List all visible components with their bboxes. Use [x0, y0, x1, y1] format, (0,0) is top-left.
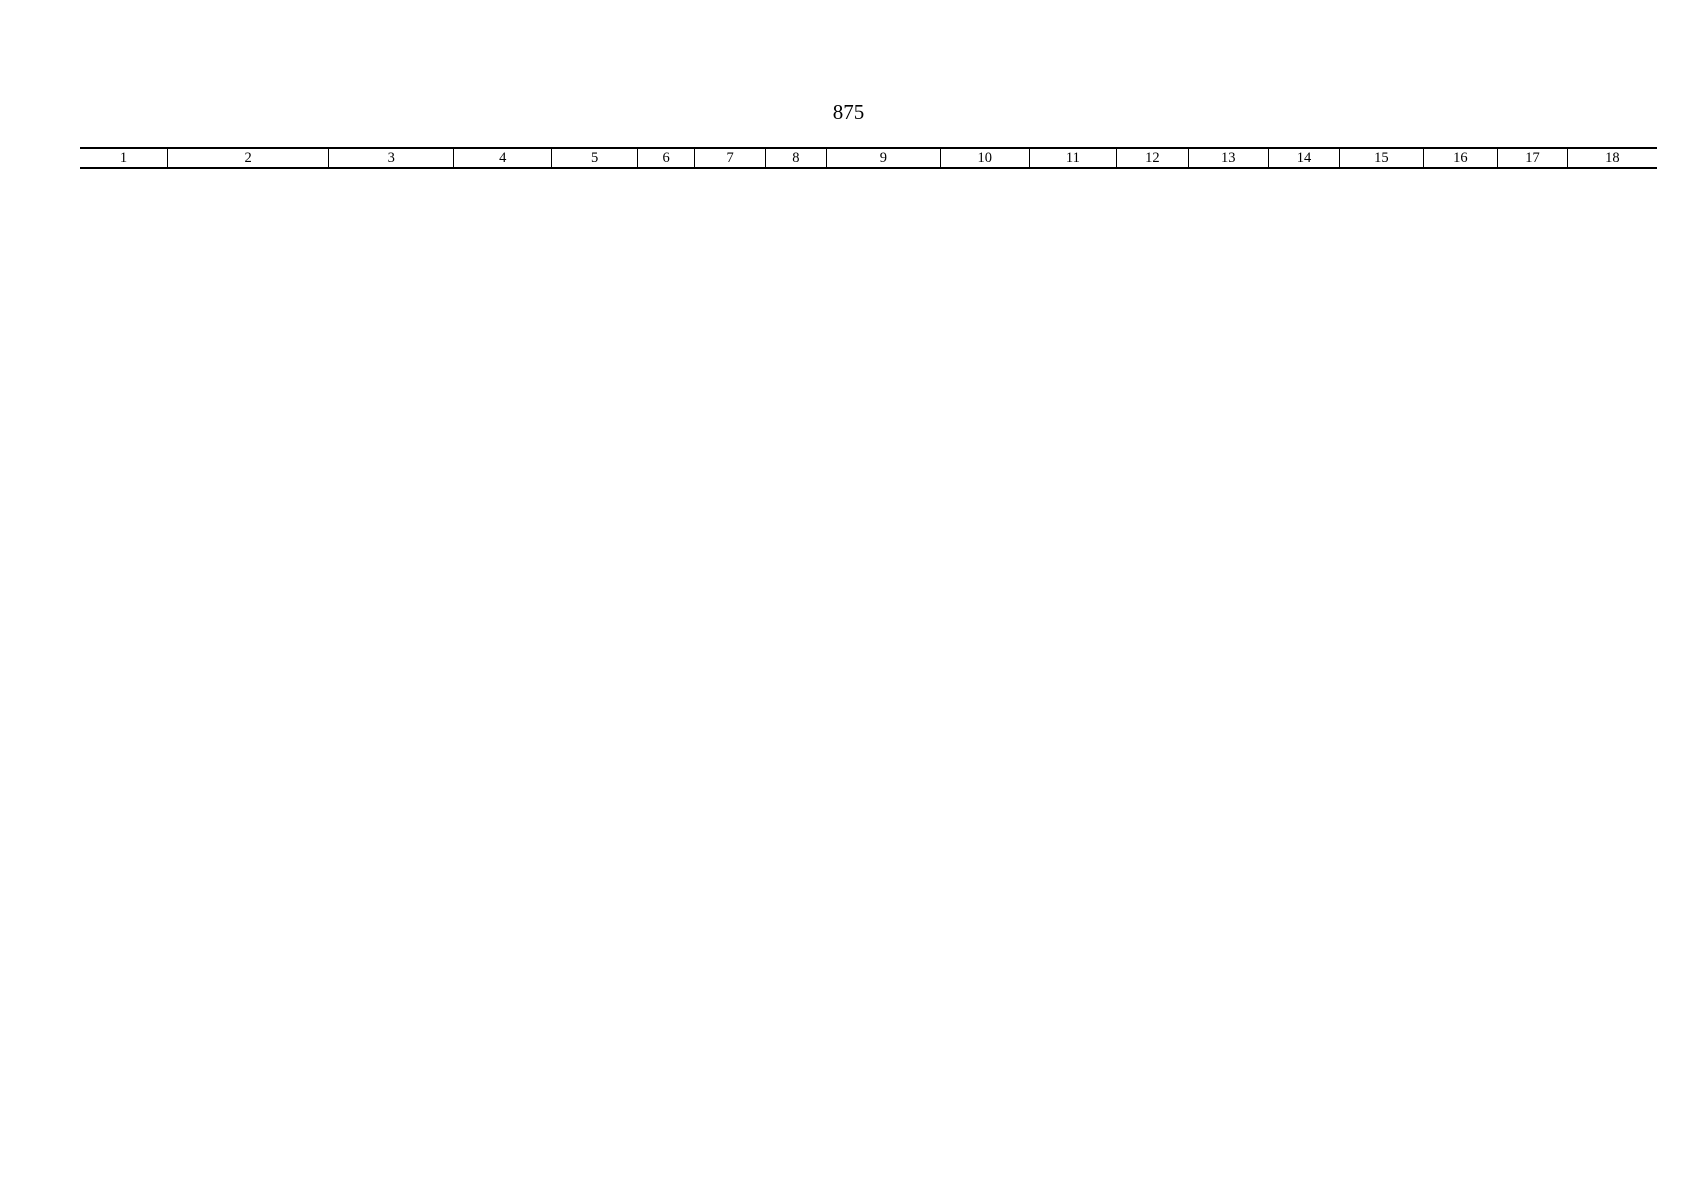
header-cell: 6	[637, 148, 695, 168]
header-cell: 14	[1268, 148, 1340, 168]
page-number: 875	[832, 100, 865, 124]
header-cell: 15	[1340, 148, 1423, 168]
header-cell: 5	[552, 148, 637, 168]
header-cell: 3	[329, 148, 454, 168]
header-cell: 8	[765, 148, 826, 168]
program-table	[80, 147, 1657, 169]
header-cell: 12	[1117, 148, 1189, 168]
header-cell: 16	[1423, 148, 1498, 168]
header-row	[80, 148, 1657, 168]
header-cell: 11	[1029, 148, 1117, 168]
header-cell: 9	[826, 148, 940, 168]
header-cell: 2	[168, 148, 329, 168]
header-cell: 18	[1567, 148, 1657, 168]
table-body	[80, 148, 1657, 168]
header-cell: 4	[454, 148, 552, 168]
header-cell: 1	[80, 148, 168, 168]
header-cell: 7	[695, 148, 765, 168]
header-cell: 17	[1498, 148, 1567, 168]
header-cell: 10	[940, 148, 1029, 168]
header-cell: 13	[1188, 148, 1268, 168]
